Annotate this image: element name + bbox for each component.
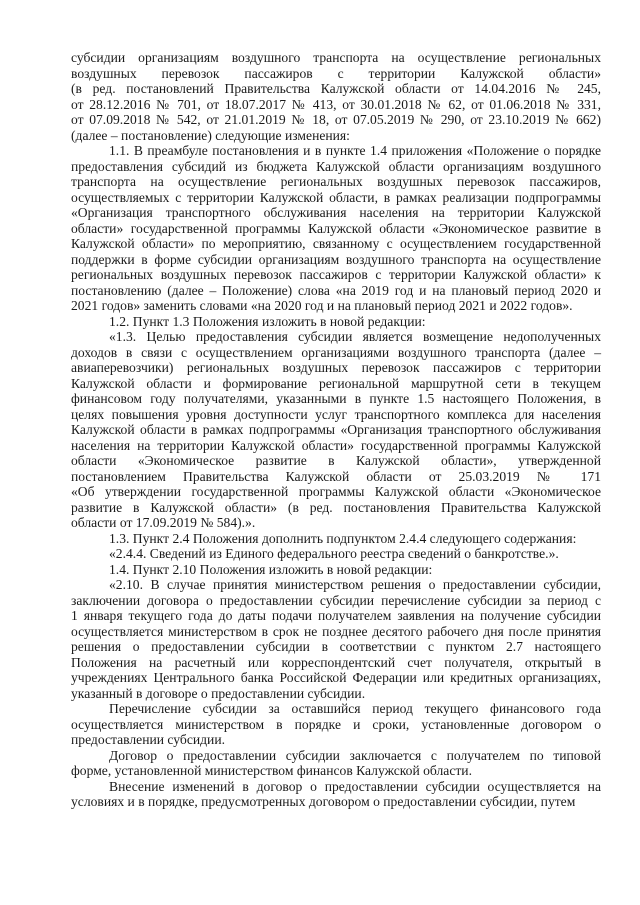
paragraph-p1-2 [71, 314, 601, 330]
text-line: 1.3. Пункт 2.4 Положения дополнить подпунктом 2.4.4 следующего содержания: [109, 530, 577, 546]
paragraph-p2-10 [71, 577, 601, 701]
paragraph-p1-3-text [71, 329, 601, 531]
text-line: Калужской области в рамках подпрограммы «Организация транспортного обслуживания [71, 422, 601, 437]
text-line: «Организация транспортного обслуживания населения на территории Калужской [71, 205, 601, 220]
text-line: субсидии организациям воздушного транспорта на осуществление региональных [71, 50, 601, 65]
text-line: «Об утверждении государственной программы Калужской области «Экономическое [71, 484, 601, 499]
text-line: постановлению (далее – Положение) слова «на 2019 год и на плановый период 2020 и [71, 282, 601, 298]
paragraph-intro [71, 50, 601, 143]
text-line: «2.10. В случае принятия министерством решения о предоставлении субсидии, [109, 577, 601, 592]
text-line: осуществляемых с территории Калужской области, в рамках реализации подпрограммы [71, 189, 601, 205]
text-line: развитие в Калужской области» (в ред. постановления Правительства Калужской [71, 499, 601, 515]
text-line: доходов в связи с осуществлением организациями воздушного транспорта (далее – [71, 344, 601, 360]
text-line: Внесение изменений в договор о предоставлении субсидии осуществляется на [109, 778, 601, 794]
text-line: Калужской области» по мероприятию, связанному с осуществлением государственной [71, 236, 601, 251]
text-line: 2021 годов» заменить словами «на 2020 год и на плановый период 2021 и 2022 годов». [71, 298, 573, 313]
paragraph-p1-1 [71, 143, 601, 314]
text-line: 1.2. Пункт 1.3 Положения изложить в новой редакции: [109, 313, 426, 329]
paragraph-p-transfer [71, 701, 601, 748]
text-line: от 07.09.2018 № 542, от 21.01.2019 № 18, от 07.05.2019 № 290, от 23.10.2019 № 662) [71, 112, 601, 127]
text-line: предоставления субсидий из бюджета Калужской области организациям воздушного [71, 158, 601, 174]
text-line: транспорта на осуществление региональных воздушных перевозок пассажиров, [71, 174, 601, 189]
text-line: (далее – постановление) следующие изменения: [71, 127, 350, 143]
paragraph-p1-3 [71, 531, 601, 547]
text-line: условиях и в порядке, предусмотренных договором о предоставлении субсидии, путем [71, 794, 576, 809]
text-line: осуществляется министерством в срок не позднее десятого рабочего дня после принятия [71, 623, 601, 639]
paragraph-p-contract [71, 748, 601, 779]
text-line: решения о предоставлении субсидии в соответствии с пунктом 2.7 настоящего [71, 639, 601, 654]
text-line: учреждениях Центрального банка Российской Федерации или кредитных организациях, [71, 670, 601, 685]
text-line: авиаперевозчики) региональных воздушных перевозок пассажиров с территории [71, 360, 601, 375]
text-line: региональных воздушных перевозок пассажиров с территории Калужской области» к [71, 267, 601, 282]
text-line: области «Экономическое развитие в Калужской области», утвержденной [71, 453, 601, 468]
text-line: «1.3. Целью предоставления субсидии является возмещение недополученных [109, 329, 601, 344]
text-line: области» государственной программы Калужской области «Экономическое развитие в [71, 220, 601, 236]
text-line: 1.4. Пункт 2.10 Положения изложить в новой редакции: [109, 561, 433, 577]
text-line: Положения на расчетный или корреспондентский счет получателя, открытый в [71, 654, 601, 670]
text-line: 1.1. В преамбуле постановления и в пункте 1.4 приложения «Положение о порядке [109, 143, 601, 158]
text-line: воздушных перевозок пассажиров с территории Калужской области» [71, 65, 601, 81]
text-line: «2.4.4. Сведений из Единого федерального реестра сведений о банкротстве.». [109, 546, 559, 561]
text-line: области от 17.09.2019 № 584).». [71, 515, 256, 530]
paragraph-p2-4-4 [71, 546, 601, 562]
text-line: Перечисление субсидии за оставшийся период текущего финансового года [109, 701, 601, 716]
paragraph-p1-4 [71, 562, 601, 578]
text-line: предоставлении субсидии. [71, 732, 225, 747]
text-line: целях повышения уровня доступности услуг транспортного комплекса для населения [71, 406, 601, 422]
text-line: Договор о предоставлении субсидии заключается с получателем по типовой [109, 747, 601, 763]
text-line: от 28.12.2016 № 701, от 18.07.2017 № 413, от 30.01.2018 № 62, от 01.06.2018 № 331, [71, 96, 601, 112]
text-line: постановлением Правительства Калужской области от 25.03.2019 № 171 [71, 468, 601, 484]
paragraph-p-changes [71, 779, 601, 810]
text-line: заключении договора о предоставлении субсидии перечисление субсидии за период с [71, 592, 601, 608]
text-line: (в ред. постановлений Правительства Калужской области от 14.04.2016 № 245, [71, 81, 601, 96]
text-line: 1 января текущего года до даты подачи получателем заявления на получение субсидии [71, 608, 601, 623]
text-line: населения на территории Калужской области» государственной программы Калужской [71, 437, 601, 453]
text-line: поддержки в форме субсидии организациям воздушного транспорта на осуществление [71, 251, 601, 267]
text-line: осуществляется министерством в порядке и сроки, установленные договором о [71, 716, 601, 732]
text-line: финансовом году получателями, указанными в пункте 1.5 настоящего Положения, в [71, 391, 601, 406]
document-body [71, 50, 601, 810]
text-line: форме, установленной министерством финансов Калужской области. [71, 763, 472, 778]
text-line: Калужской области и формирование региональной маршрутной сети в текущем [71, 375, 601, 391]
text-line: указанный в договоре о предоставлении субсидии. [71, 685, 366, 701]
